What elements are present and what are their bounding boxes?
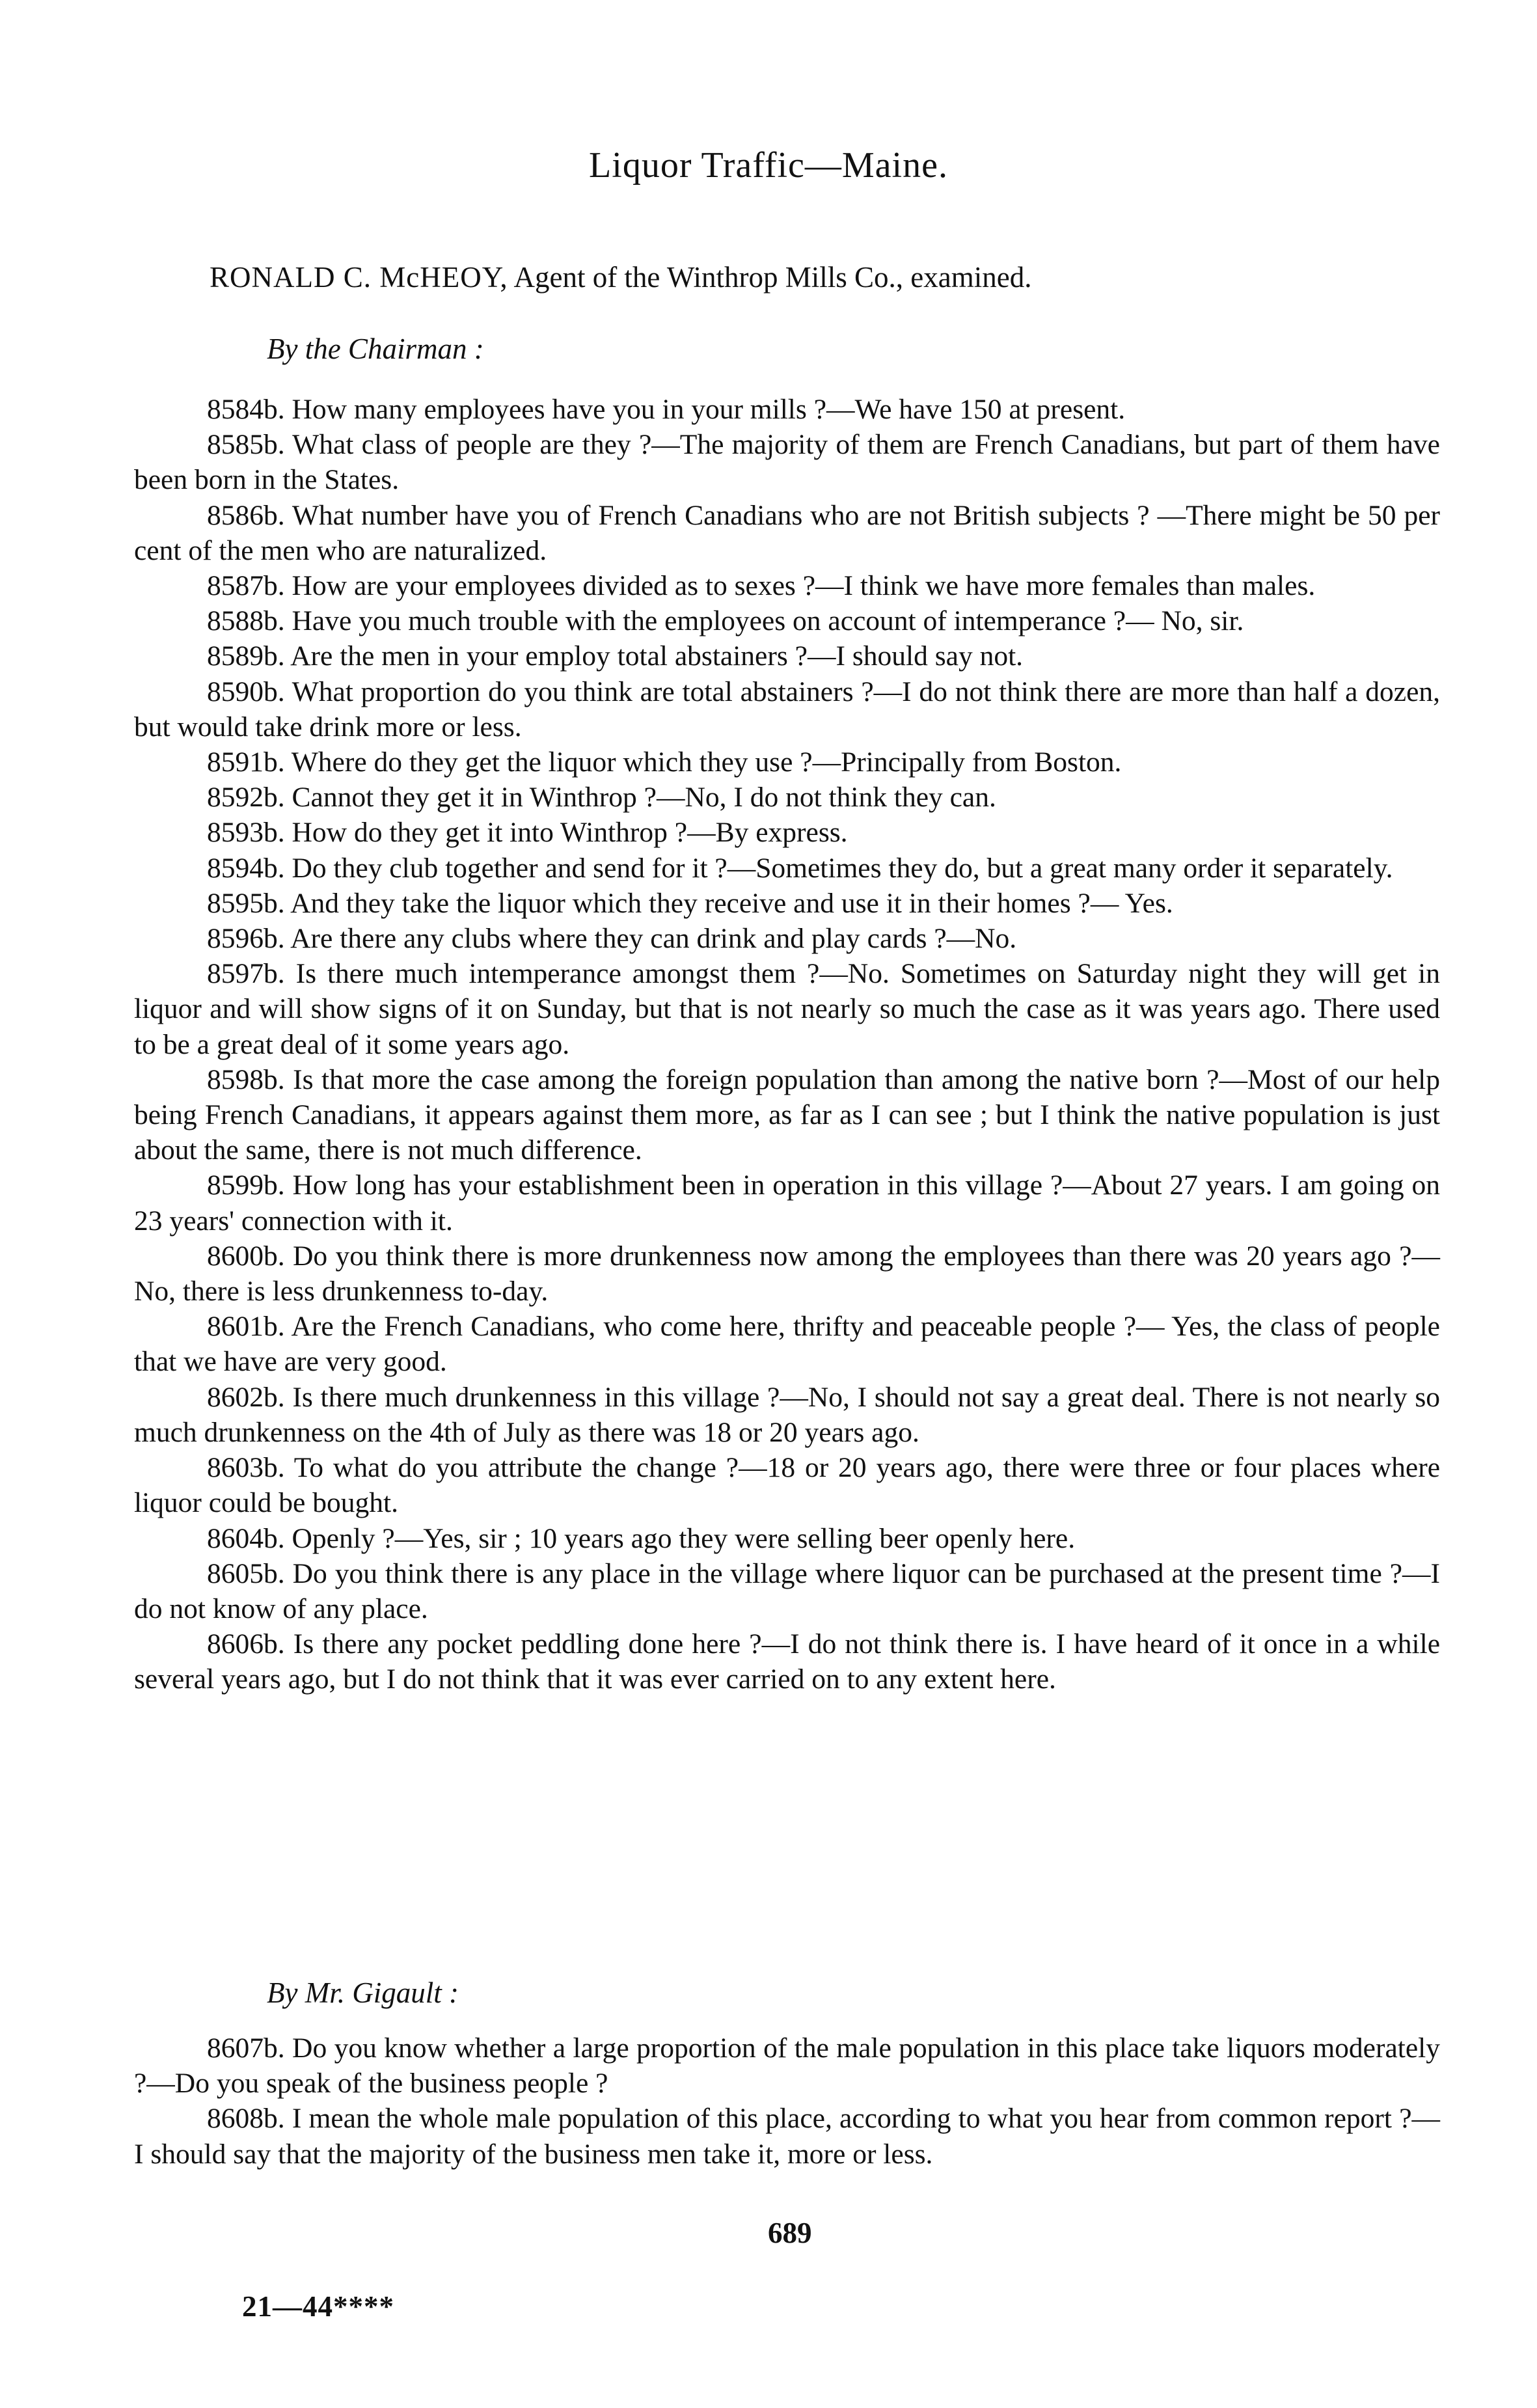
question-number: 8593b. xyxy=(207,817,285,849)
question-paragraph xyxy=(134,921,1440,956)
question-text: What number have you of French Canadians who are not British subjects ? —There might be 50 per cent of the men who are naturalized. xyxy=(134,499,1440,566)
question-paragraph xyxy=(134,1626,1440,1697)
question-number: 8587b. xyxy=(207,570,285,602)
question-number: 8585b. xyxy=(207,429,285,461)
question-text: Do they club together and send for it ?—Sometimes they do, but a great many order it separately. xyxy=(292,852,1393,884)
question-paragraph xyxy=(134,1238,1440,1309)
question-paragraph xyxy=(134,603,1440,638)
question-text: Is there much drunkenness in this village ?—No, I should not say a great deal. There is not nearly so much drunkenness on the 4th of July as there was 18 or 20 years ago. xyxy=(134,1381,1440,1448)
question-text: Is there much intemperance amongst them ?—No. Sometimes on Saturday night they will get in liquor and will show signs of it on Sunday, but that is not nearly so much the case as it was years ago. There used to be a great deal of it some years ago. xyxy=(134,958,1440,1060)
question-paragraph xyxy=(134,1168,1440,1238)
question-text: Do you think there is more drunkenness now among the employees than there was 20 years ago ?—No, there is less drunkenness to-day. xyxy=(134,1240,1440,1307)
question-number: 8598b. xyxy=(207,1063,285,1095)
question-text: Are the men in your employ total abstainers ?—I should say not. xyxy=(290,640,1024,672)
signature-mark: 21—44**** xyxy=(242,2290,394,2323)
question-text: Where do they get the liquor which they use ?—Principally from Boston. xyxy=(291,746,1122,778)
question-paragraph xyxy=(134,638,1440,674)
question-text: And they take the liquor which they receive and use it in their homes ?— Yes. xyxy=(290,887,1173,919)
question-text: Openly ?—Yes, sir ; 10 years ago they were selling beer openly here. xyxy=(292,1522,1076,1554)
witness-name: RONALD C. McHEOY, xyxy=(210,261,508,294)
question-number: 8606b. xyxy=(207,1628,285,1660)
question-paragraph xyxy=(134,1450,1440,1520)
question-number: 8592b. xyxy=(207,782,285,814)
question-number: 8603b. xyxy=(207,1452,285,1484)
question-paragraph xyxy=(134,851,1440,886)
question-number: 8594b. xyxy=(207,852,285,884)
question-number: 8586b. xyxy=(207,499,285,531)
question-number: 8584b. xyxy=(207,394,285,425)
question-paragraph xyxy=(134,1309,1440,1379)
question-text: Is there any pocket peddling done here ?—I do not think there is. I have heard of it once in a while several years ago, but I do not think that it was ever carried on to any extent here. xyxy=(134,1628,1441,1695)
witness-description: Agent of the Winthrop Mills Co., examined. xyxy=(513,261,1032,294)
question-number: 8605b. xyxy=(207,1557,285,1589)
question-number: 8608b. xyxy=(207,2103,285,2135)
question-number: 8604b. xyxy=(207,1522,285,1554)
question-number: 8588b. xyxy=(207,605,285,637)
question-text: What class of people are they ?—The majority of them are French Canadians, but part of them have been born in the States. xyxy=(134,429,1440,496)
question-paragraph xyxy=(134,780,1440,815)
question-paragraph xyxy=(134,886,1440,921)
question-number: 8601b. xyxy=(207,1311,285,1343)
question-paragraph xyxy=(134,745,1440,780)
testimony-block-gigault xyxy=(134,2031,1440,2172)
page-number: 689 xyxy=(768,2217,812,2249)
question-paragraph xyxy=(134,1521,1440,1556)
question-text: Do you know whether a large proportion of the male population in this place take liquors moderately ?—Do you speak of the business people ? xyxy=(134,2032,1441,2100)
question-number: 8597b. xyxy=(207,958,285,990)
question-paragraph xyxy=(134,392,1440,427)
question-text: How long has your establishment been in operation in this village ?—About 27 years. I am going on 23 years' connection with it. xyxy=(134,1170,1440,1237)
question-paragraph xyxy=(134,1062,1440,1168)
question-number: 8599b. xyxy=(207,1170,285,1201)
question-text: How many employees have you in your mills ?—We have 150 at present. xyxy=(292,394,1126,425)
question-text: Is that more the case among the foreign population than among the native born ?—Most of our help being French Canadians, it appears against them more, as far as I can see ; but I think the native population is just about the same, there is not much difference. xyxy=(134,1063,1441,1166)
question-text: Have you much trouble with the employees on account of intemperance ?— No, sir. xyxy=(292,605,1244,637)
question-text: Are the French Canadians, who come here, thrifty and peaceable people ?— Yes, the class of people that we have are very good. xyxy=(134,1311,1440,1378)
question-number: 8591b. xyxy=(207,746,285,778)
question-paragraph xyxy=(134,1556,1440,1626)
question-text: To what do you attribute the change ?—18 or 20 years ago, there were three or four places where liquor could be bought. xyxy=(134,1452,1441,1519)
question-number: 8600b. xyxy=(207,1240,285,1272)
question-paragraph xyxy=(134,674,1440,745)
question-number: 8595b. xyxy=(207,887,285,919)
question-paragraph xyxy=(134,427,1440,497)
question-paragraph xyxy=(134,568,1440,603)
question-number: 8602b. xyxy=(207,1381,285,1413)
examiner-gigault: By Mr. Gigault : xyxy=(267,1977,459,2009)
question-text: How are your employees divided as to sexes ?—I think we have more females than males. xyxy=(292,570,1316,602)
question-number: 8590b. xyxy=(207,676,285,707)
witness-heading xyxy=(210,260,1446,294)
question-paragraph xyxy=(134,498,1440,568)
question-paragraph xyxy=(134,956,1440,1062)
question-text: Do you think there is any place in the village where liquor can be purchased at the present time ?—I do not know of any place. xyxy=(134,1557,1440,1624)
question-text: Cannot they get it in Winthrop ?—No, I do not think they can. xyxy=(292,782,996,814)
question-text: I mean the whole male population of this place, according to what you hear from common report ?—I should say that the majority of the business men take it, more or less. xyxy=(134,2103,1441,2170)
examiner-chairman: By the Chairman : xyxy=(267,333,484,365)
question-paragraph xyxy=(134,815,1440,850)
question-paragraph xyxy=(134,2031,1440,2101)
question-number: 8607b. xyxy=(207,2032,285,2064)
question-paragraph xyxy=(134,2101,1440,2171)
running-head: Liquor Traffic—Maine. xyxy=(589,145,948,185)
question-text: Are there any clubs where they can drink and play cards ?—No. xyxy=(290,923,1017,955)
question-number: 8589b. xyxy=(207,640,285,672)
question-text: How do they get it into Winthrop ?—By express. xyxy=(292,817,848,849)
question-paragraph xyxy=(134,1380,1440,1450)
question-number: 8596b. xyxy=(207,923,285,955)
testimony-block-chairman xyxy=(134,392,1440,1697)
question-text: What proportion do you think are total abstainers ?—I do not think there are more than half a dozen, but would take drink more or less. xyxy=(134,676,1441,743)
